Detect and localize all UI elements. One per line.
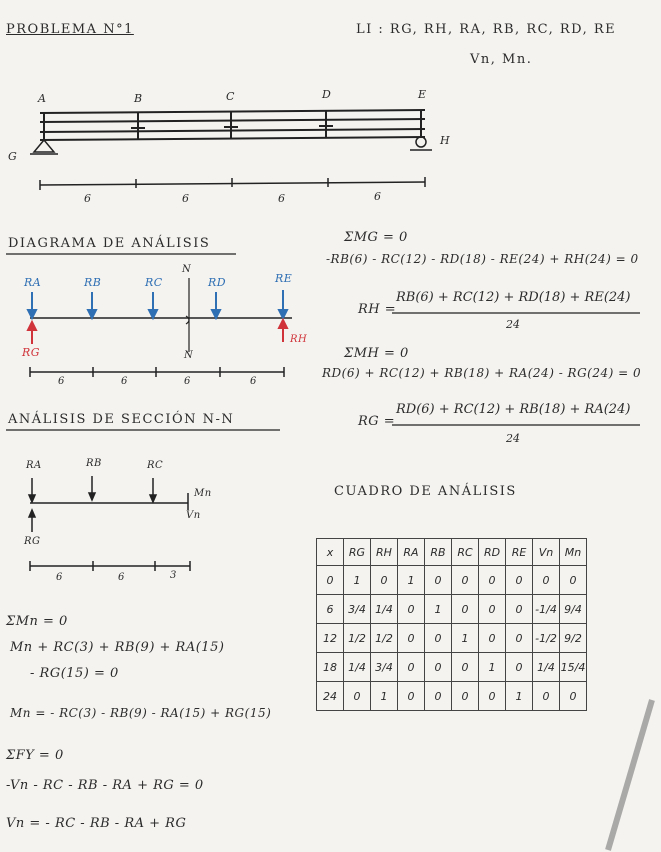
table-header-cell: RC xyxy=(452,539,479,566)
table-cell: 0 xyxy=(425,682,452,711)
table-cell: 1 xyxy=(479,653,506,682)
table-cell: 1 xyxy=(398,566,425,595)
node-label-d: D xyxy=(322,88,332,101)
table-header-cell: RE xyxy=(506,539,533,566)
load-label-rd: RD xyxy=(208,276,227,289)
table-row xyxy=(317,595,587,624)
span-label: 6 xyxy=(56,572,63,583)
table-cell: 0 xyxy=(479,624,506,653)
table-cell: -1/4 xyxy=(533,595,560,624)
fraction-numerator: RD(6) + RC(12) + RB(18) + RA(24) xyxy=(396,402,631,417)
load-label-ra: RA xyxy=(26,460,42,471)
table-cell: 0 xyxy=(533,682,560,711)
table-cell: 1/2 xyxy=(371,624,398,653)
analysis-table xyxy=(316,538,587,711)
table-cell: 0 xyxy=(452,653,479,682)
pencil-stroke xyxy=(608,700,652,850)
table-cell: 0 xyxy=(506,653,533,682)
table-header-cell: RG xyxy=(344,539,371,566)
analysis-diagram-heading: DIAGRAMA DE ANÁLISIS xyxy=(8,236,211,251)
fraction-denominator: 24 xyxy=(506,318,520,331)
table-header-cell: RH xyxy=(371,539,398,566)
table-cell: 1 xyxy=(344,566,371,595)
table-cell: 0 xyxy=(371,566,398,595)
section-label-top: N xyxy=(182,264,192,275)
table-row xyxy=(317,682,587,711)
table-cell: 18 xyxy=(317,653,344,682)
equation: - RG(15) = 0 xyxy=(30,666,119,681)
support-label-h: H xyxy=(440,134,451,147)
table-row xyxy=(317,566,587,595)
analysis-table-heading: CUADRO DE ANÁLISIS xyxy=(334,484,517,499)
equation: Mn = - RC(3) - RB(9) - RA(15) + RG(15) xyxy=(10,706,272,720)
table-header-cell: RD xyxy=(479,539,506,566)
table-cell: 0 xyxy=(452,595,479,624)
table-cell: 0 xyxy=(560,682,587,711)
reaction-label-rg: RG xyxy=(22,346,41,359)
table-cell: 12 xyxy=(317,624,344,653)
table-header-cell: RA xyxy=(398,539,425,566)
table-cell: 0 xyxy=(452,566,479,595)
equation: Mn + RC(3) + RB(9) + RA(15) xyxy=(10,640,225,655)
table-cell: 0 xyxy=(506,566,533,595)
load-label-re: RE xyxy=(275,272,293,285)
table-header-cell: x xyxy=(317,539,344,566)
load-label-rb: RB xyxy=(84,276,102,289)
table-cell: 1 xyxy=(371,682,398,711)
table-row xyxy=(317,653,587,682)
span-label: 6 xyxy=(374,190,382,203)
reaction-label-rg: RG xyxy=(24,536,41,547)
table-cell: 9/2 xyxy=(560,624,587,653)
table-cell: 1 xyxy=(506,682,533,711)
table-cell: 0 xyxy=(479,682,506,711)
table-cell: 6 xyxy=(317,595,344,624)
table-cell: 15/4 xyxy=(560,653,587,682)
table-cell: 1/2 xyxy=(344,624,371,653)
fraction-numerator: RB(6) + RC(12) + RD(18) + RE(24) xyxy=(396,290,631,305)
table-cell: 1/4 xyxy=(533,653,560,682)
table-cell: 0 xyxy=(317,566,344,595)
equation: Vn = - RC - RB - RA + RG xyxy=(6,816,187,831)
span-label: 6 xyxy=(84,192,92,205)
heading-underlines xyxy=(6,254,280,430)
table-header-cell: Vn xyxy=(533,539,560,566)
table-cell: 0 xyxy=(479,595,506,624)
span-label: 3 xyxy=(170,570,177,581)
table-cell: 0 xyxy=(425,653,452,682)
table-cell: 3/4 xyxy=(344,595,371,624)
table-header-cell: Mn xyxy=(560,539,587,566)
beam-dimension-line xyxy=(40,177,425,190)
moment-label: Mn xyxy=(194,488,212,499)
equation: RD(6) + RC(12) + RB(18) + RA(24) - RG(24) = 0 xyxy=(322,366,642,380)
equation-lhs: RG = xyxy=(358,414,396,429)
table-cell: 0 xyxy=(344,682,371,711)
node-label-a: A xyxy=(38,92,47,105)
equation: ΣMH = 0 xyxy=(344,346,409,361)
table-cell: 0 xyxy=(452,682,479,711)
equation: -Vn - RC - RB - RA + RG = 0 xyxy=(6,778,204,793)
span-label: 6 xyxy=(184,376,191,387)
table-cell: 9/4 xyxy=(560,595,587,624)
table-cell: 3/4 xyxy=(371,653,398,682)
table-cell: 0 xyxy=(398,595,425,624)
influence-lines-list: LI : RG, RH, RA, RB, RC, RD, RE xyxy=(356,22,617,37)
load-label-rb: RB xyxy=(86,458,102,469)
table-cell: 0 xyxy=(533,566,560,595)
table-cell: 0 xyxy=(506,624,533,653)
table-cell: 0 xyxy=(398,624,425,653)
analysis-diagram xyxy=(28,278,292,377)
table-cell: 0 xyxy=(425,624,452,653)
span-label: 6 xyxy=(58,376,65,387)
equation: -RB(6) - RC(12) - RD(18) - RE(24) + RH(24) = 0 xyxy=(326,252,639,266)
table-row xyxy=(317,624,587,653)
table-header-cell: RB xyxy=(425,539,452,566)
equation: ΣFY = 0 xyxy=(6,748,64,763)
page-title: PROBLEMA N°1 xyxy=(6,22,134,37)
fraction-denominator: 24 xyxy=(506,432,520,445)
equation: ΣMG = 0 xyxy=(344,230,408,245)
table-cell: 0 xyxy=(398,682,425,711)
section-analysis-heading: ANÁLISIS DE SECCIÓN N-N xyxy=(8,412,235,427)
span-label: 6 xyxy=(278,192,286,205)
load-label-rc: RC xyxy=(147,460,164,471)
span-label: 6 xyxy=(182,192,190,205)
node-label-c: C xyxy=(226,90,235,103)
table-cell: 1 xyxy=(452,624,479,653)
influence-lines-list-cont: Vn, Mn. xyxy=(470,52,533,67)
reaction-label-rh: RH xyxy=(290,334,308,345)
table-cell: 1 xyxy=(425,595,452,624)
table-cell: -1/2 xyxy=(533,624,560,653)
table-cell: 1/4 xyxy=(371,595,398,624)
equation-lhs: RH = xyxy=(358,302,397,317)
table-cell: 1/4 xyxy=(344,653,371,682)
table-cell: 0 xyxy=(479,566,506,595)
shear-label: Vn xyxy=(186,510,201,521)
span-label: 6 xyxy=(118,572,125,583)
equation: ΣMn = 0 xyxy=(6,614,68,629)
support-label-g: G xyxy=(8,150,18,163)
load-label-rc: RC xyxy=(145,276,163,289)
table-header-row xyxy=(317,539,587,566)
section-label-bottom: N xyxy=(184,350,194,361)
table-cell: 0 xyxy=(560,566,587,595)
table-cell: 0 xyxy=(398,653,425,682)
table-cell: 24 xyxy=(317,682,344,711)
node-label-b: B xyxy=(134,92,143,105)
table-cell: 0 xyxy=(506,595,533,624)
section-diagram xyxy=(29,476,190,571)
beam-structure xyxy=(30,110,432,154)
span-label: 6 xyxy=(121,376,128,387)
node-label-e: E xyxy=(418,88,427,101)
table-cell: 0 xyxy=(425,566,452,595)
load-label-ra: RA xyxy=(24,276,42,289)
span-label: 6 xyxy=(250,376,257,387)
